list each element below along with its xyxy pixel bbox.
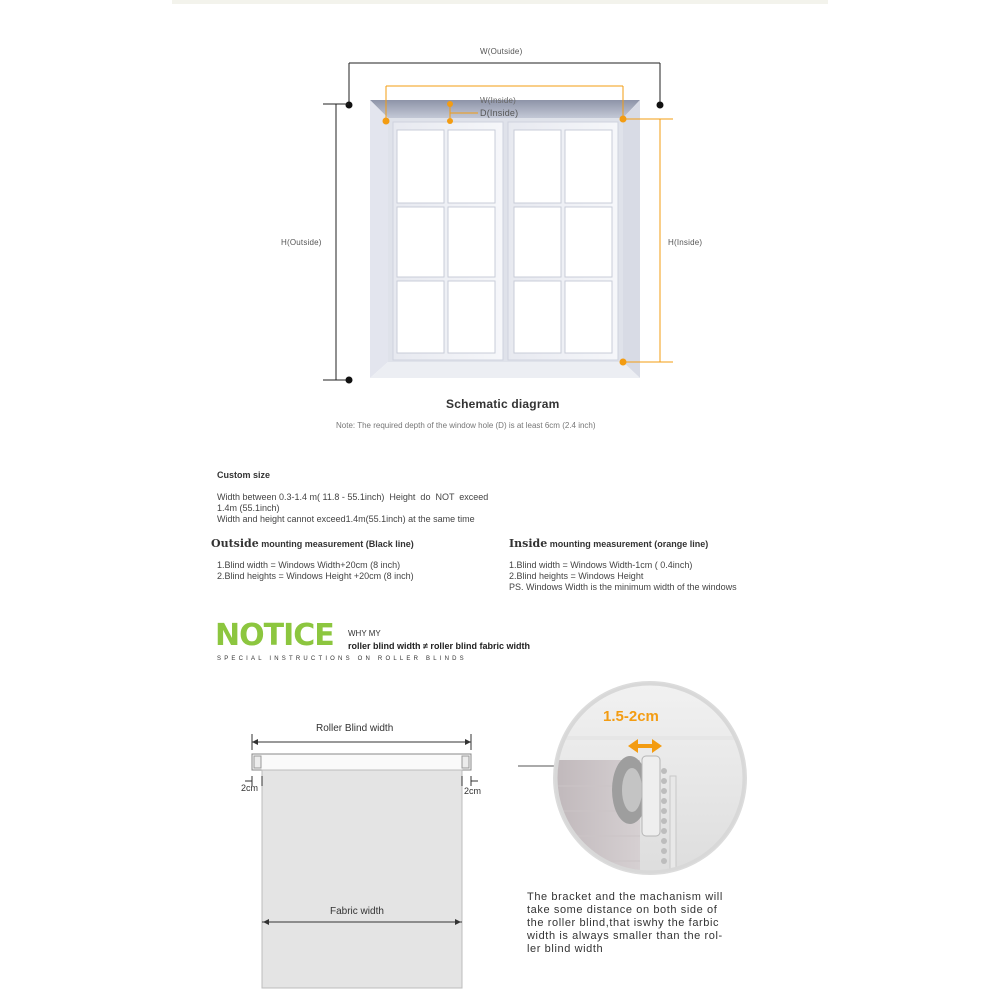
inside-mounting-line-3: PS. Windows Width is the minimum width of the windows (509, 582, 737, 592)
outside-mounting-line-2: 2.Blind heights = Windows Height +20cm (8 inch) (217, 571, 414, 581)
outside-mounting-line-1: 1.Blind width = Windows Width+20cm (8 inch) (217, 560, 401, 570)
inside-mounting-heading: Inside mounting measurement (orange line) (509, 537, 709, 550)
inside-mounting-line-2: 2.Blind heights = Windows Height (509, 571, 644, 581)
custom-size-line-1: Width between 0.3-1.4 m( 11.8 - 55.1inch) Height do NOT exceed (217, 492, 489, 502)
explanation-line-4: width is always smaller than the rol- (527, 930, 723, 942)
custom-size-line-2: 1.4m (55.1inch) (217, 503, 280, 513)
depth-note: Note: The required depth of the window hole (D) is at least 6cm (2.4 inch) (336, 421, 596, 430)
custom-size-title: Custom size (217, 470, 271, 480)
roller-width-label: Roller Blind width (316, 723, 394, 734)
explanation-line-1: The bracket and the machanism will (527, 891, 723, 903)
fabric-width-label: Fabric width (330, 906, 384, 917)
explanation-line-3: the roller blind,that iswhy the farbic (527, 917, 720, 929)
outside-mounting-heading: Outside mounting measurement (Black line) (211, 537, 414, 550)
window-sash-left (393, 122, 503, 360)
notice-headline: roller blind width ≠ roller blind fabric width (348, 641, 530, 651)
inside-mounting-line-1: 1.Blind width = Windows Width-1cm ( 0.4inch) (509, 560, 693, 570)
window-sash-right (508, 122, 618, 360)
explanation-line-5: ler blind width (527, 943, 604, 955)
h-inside-label: H(Inside) (668, 238, 703, 247)
roller-blind-diagram (230, 720, 490, 990)
window-schematic (0, 0, 1000, 400)
roller-tube (252, 754, 471, 770)
left-gap-label: 2cm (241, 783, 259, 793)
schematic-title: Schematic diagram (446, 397, 560, 411)
notice-why-my: WHY MY (348, 629, 381, 638)
zoom-gap-label: 1.5-2cm (603, 708, 659, 725)
notice-heading: NOTICE (215, 618, 334, 653)
w-outside-label: W(Outside) (480, 47, 523, 56)
d-inside-label: D(Inside) (480, 108, 519, 118)
custom-size-line-3: Width and height cannot exceed1.4m(55.1inch) at the same time (217, 514, 475, 524)
roller-width-dimension (252, 734, 471, 750)
blind-fabric (262, 770, 462, 988)
right-gap-label: 2cm (464, 786, 482, 796)
explanation-line-2: take some distance on both side of (527, 904, 718, 916)
w-inside-label: W(Inside) (480, 96, 517, 105)
h-outside-label: H(Outside) (281, 238, 322, 247)
notice-subtitle: SPECIAL INSTRUCTIONS ON ROLLER BLINDS (217, 656, 467, 662)
